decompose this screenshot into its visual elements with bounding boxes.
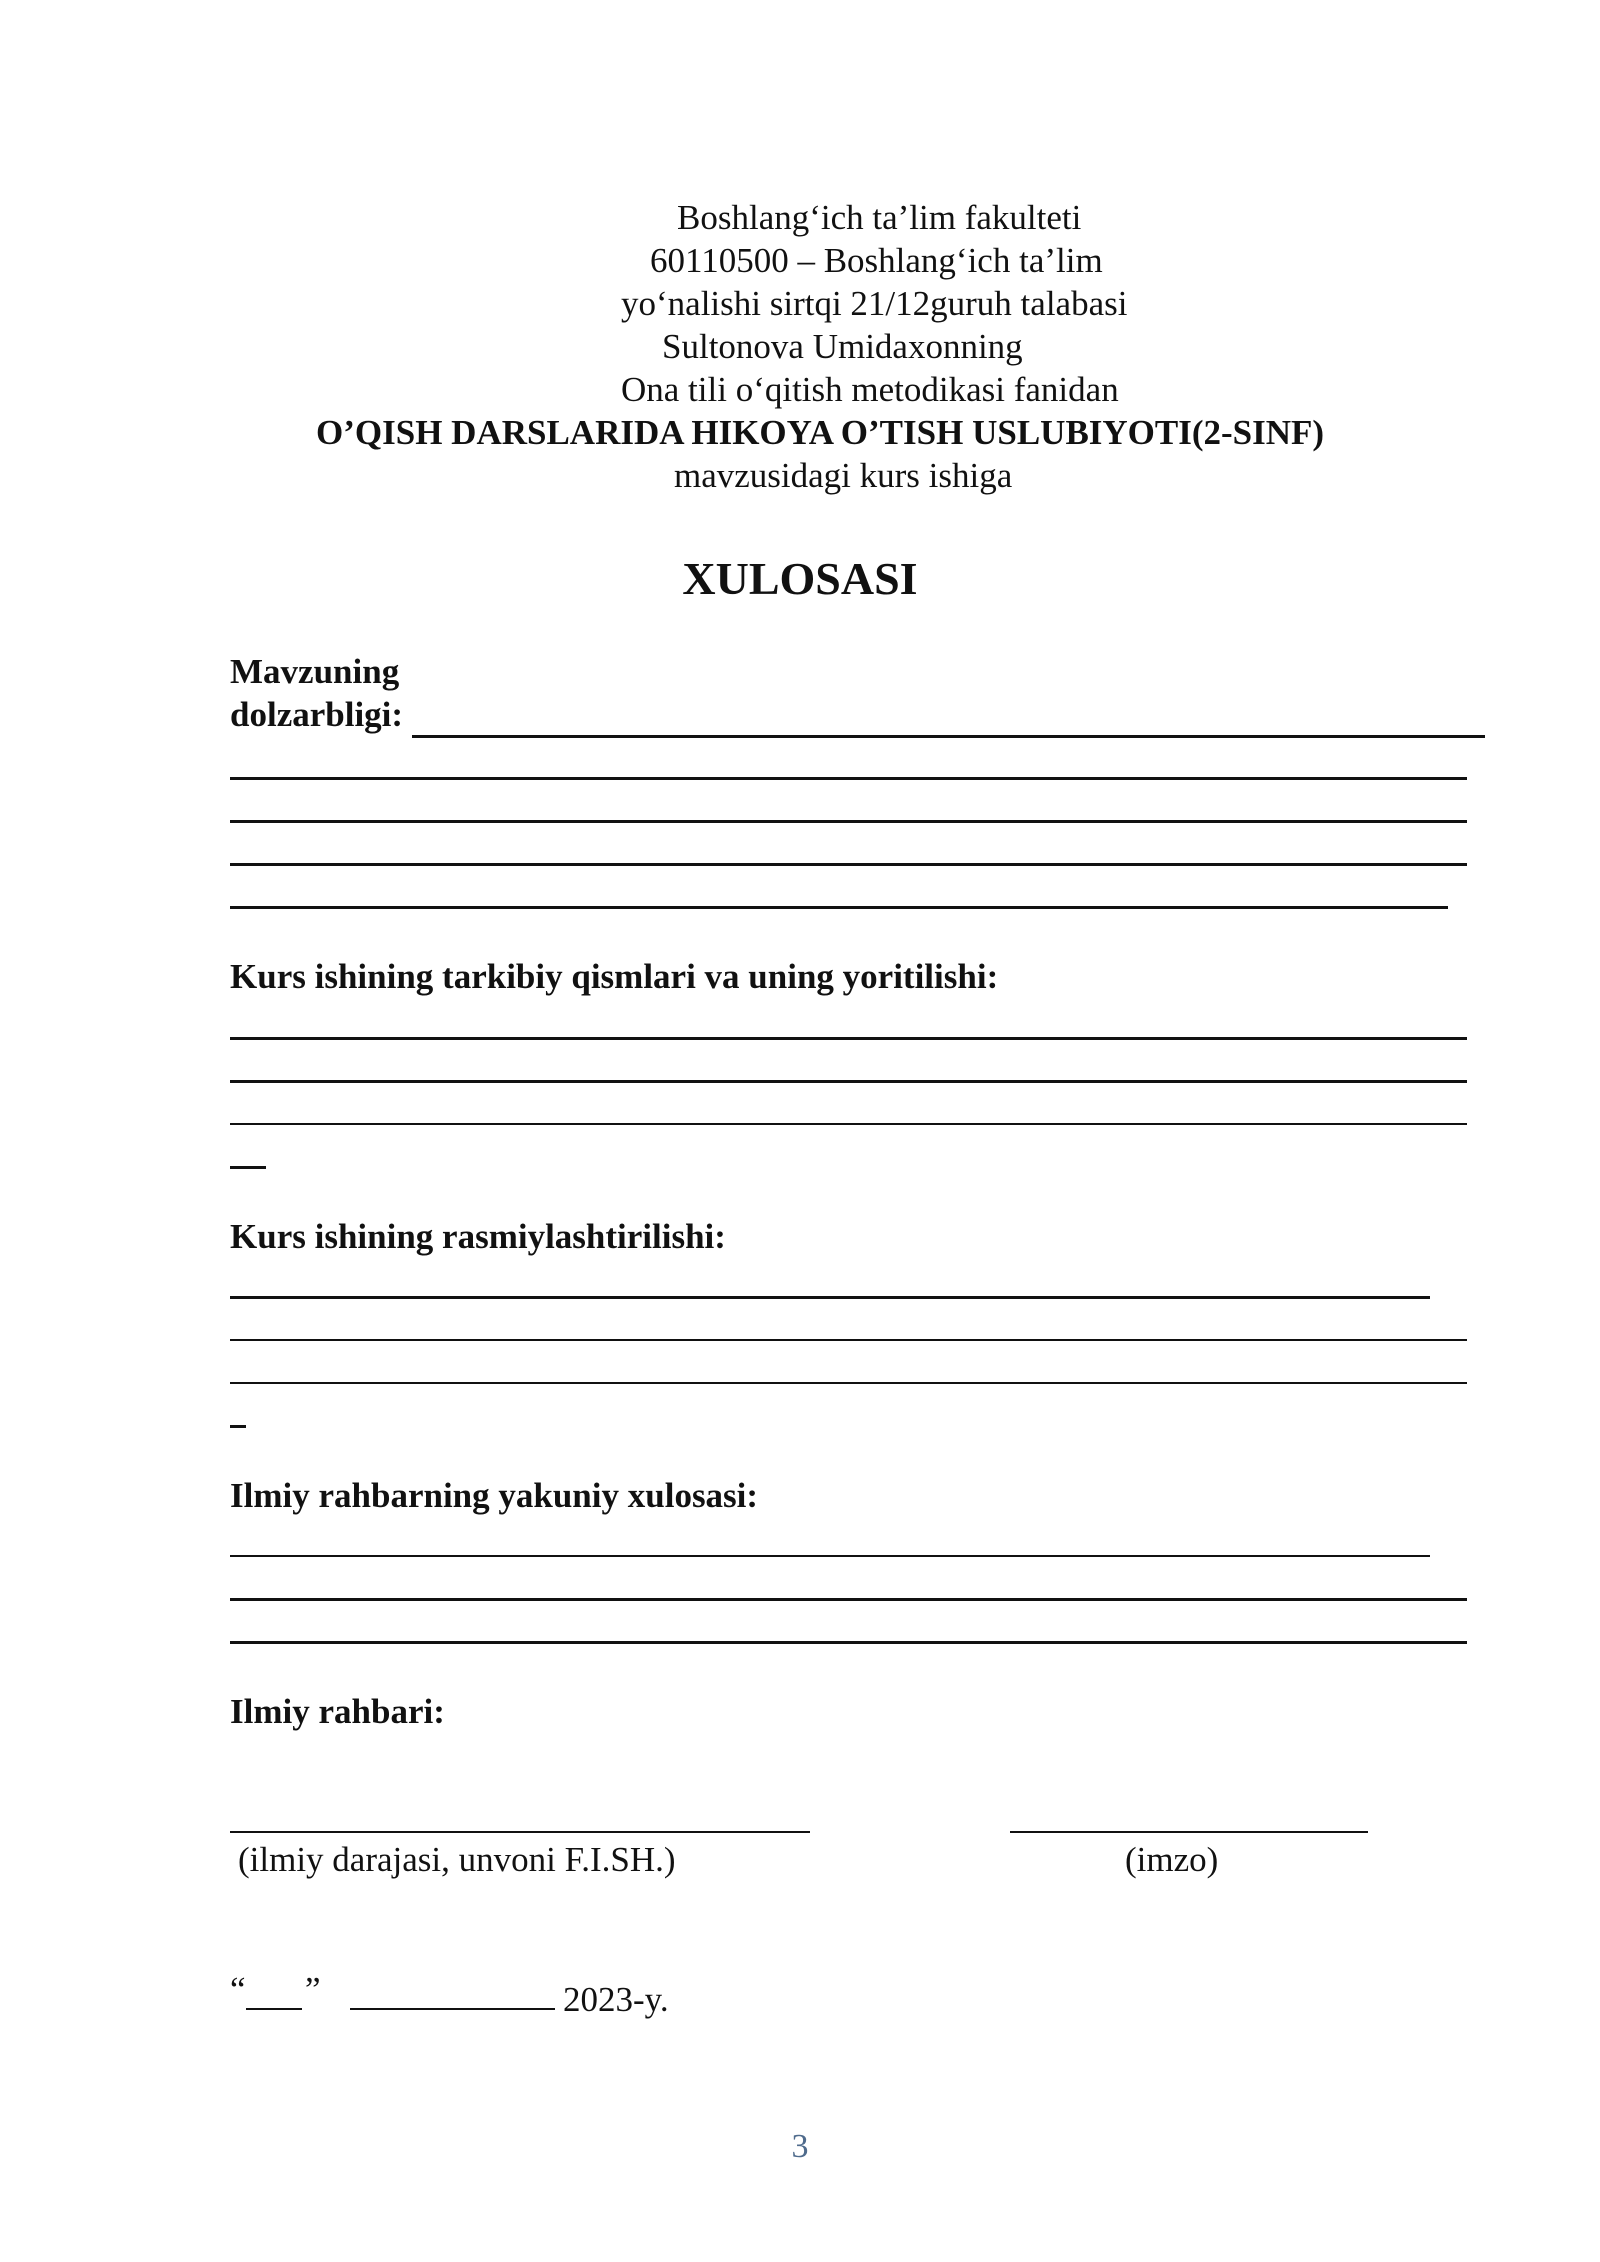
date-day-blank <box>246 2008 302 2010</box>
structure-fill-line <box>230 1123 1467 1125</box>
program-line: 60110500 – Boshlang‘ich ta’lim <box>650 241 1103 280</box>
date-month-blank <box>350 2008 555 2010</box>
name-signature-line <box>230 1831 810 1833</box>
date-close-quote: ” <box>305 1970 321 2009</box>
faculty-line: Boshlang‘ich ta’lim fakulteti <box>677 198 1082 237</box>
structure-fill-line <box>230 1080 1467 1083</box>
topic-title: O’QISH DARSLARIDA HIKOYA O’TISH USLUBIYOTI(2-SINF) <box>316 413 1325 452</box>
student-name: Sultonova Umidaxonning <box>662 327 1023 366</box>
subject-line: Ona tili o‘qitish metodikasi fanidan <box>621 370 1119 409</box>
date-year: 2023-y. <box>563 1980 669 2019</box>
formatting-fill-line <box>230 1339 1467 1341</box>
topic-suffix: mavzusidagi kurs ishiga <box>674 456 1013 495</box>
relevance-fill-line <box>230 906 1448 909</box>
relevance-fill-line <box>230 820 1467 823</box>
structure-fill-dash <box>230 1166 266 1169</box>
conclusion-fill-line <box>230 1641 1467 1644</box>
document-title: XULOSASI <box>682 553 918 604</box>
name-caption: (ilmiy darajasi, unvoni F.I.SH.) <box>238 1840 676 1879</box>
formatting-label: Kurs ishining rasmiylashtirilishi: <box>230 1217 726 1256</box>
signature-line <box>1010 1831 1368 1833</box>
date-open-quote: “ <box>230 1970 246 2009</box>
relevance-fill-line <box>230 777 1467 780</box>
conclusion-fill-line <box>230 1598 1467 1601</box>
structure-fill-line <box>230 1037 1467 1040</box>
relevance-label-2: dolzarbligi: <box>230 695 404 734</box>
conclusion-label: Ilmiy rahbarning yakuniy xulosasi: <box>230 1476 759 1515</box>
relevance-label-1: Mavzuning <box>230 652 400 691</box>
conclusion-fill-line <box>230 1555 1430 1557</box>
signature-caption: (imzo) <box>1125 1840 1219 1879</box>
group-line: yo‘nalishi sirtqi 21/12guruh talabasi <box>621 284 1128 323</box>
formatting-fill-line <box>230 1382 1467 1384</box>
relevance-fill-line <box>412 735 1485 738</box>
page-number: 3 <box>791 2128 809 2165</box>
formatting-fill-line <box>230 1296 1430 1299</box>
formatting-fill-dash <box>230 1425 246 1428</box>
supervisor-label: Ilmiy rahbari: <box>230 1692 445 1731</box>
relevance-fill-line <box>230 863 1467 866</box>
structure-label: Kurs ishining tarkibiy qismlari va uning yoritilishi: <box>230 957 999 996</box>
